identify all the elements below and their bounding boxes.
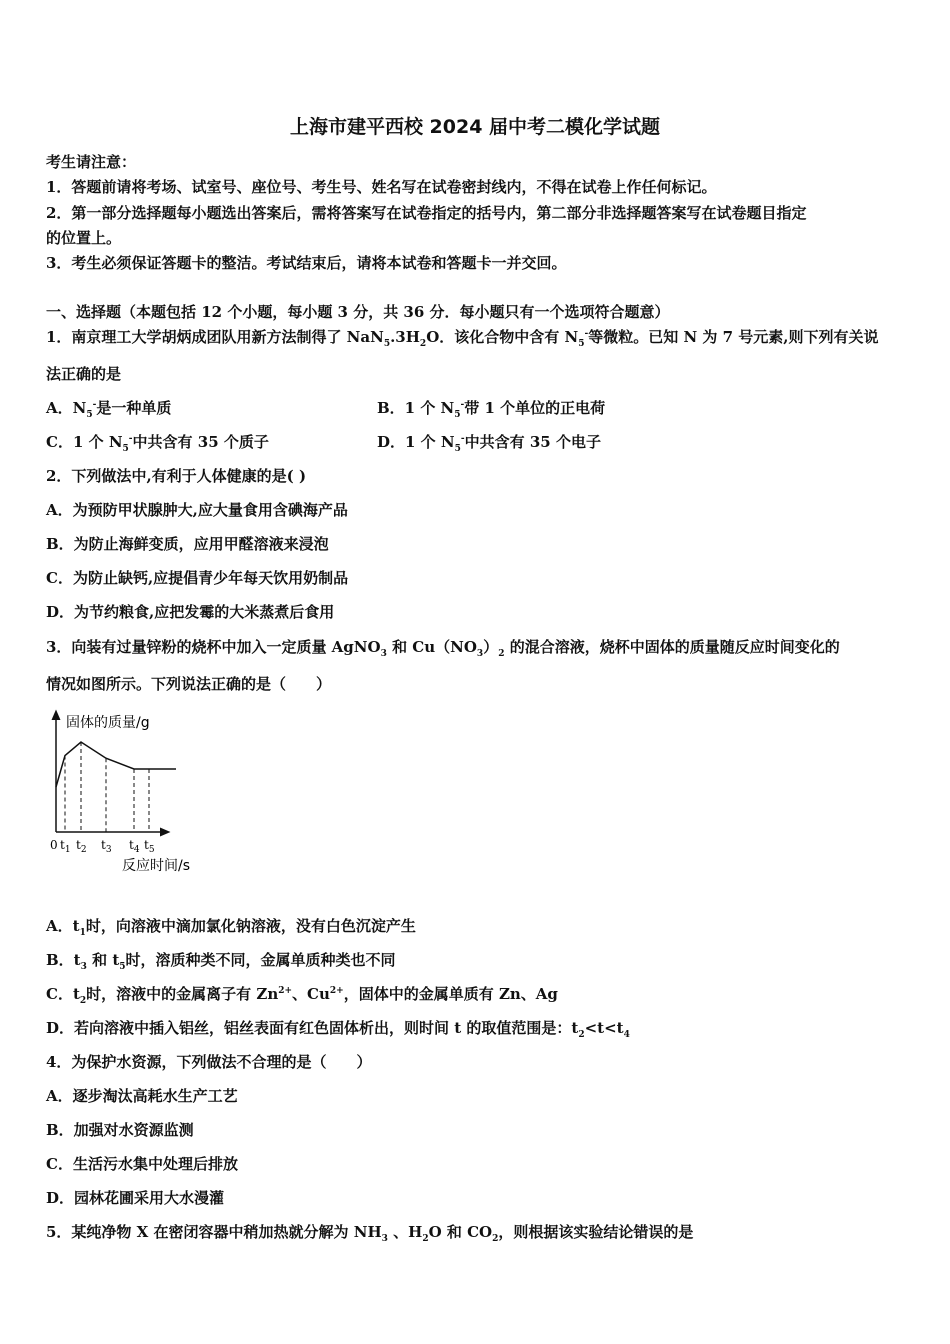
tick-label-t1: $t_1$ bbox=[60, 838, 71, 855]
tick-label-t4: $t_4$ bbox=[129, 838, 140, 855]
notice-item: 1．答题前请将考场、试室号、座位号、考生号、姓名写在试卷密封线内，不得在试卷上作任何标记。 bbox=[46, 178, 717, 196]
page-title: 上海市建平西校 2024 届中考二模化学试题 bbox=[289, 116, 661, 138]
mass-series-line bbox=[56, 742, 176, 787]
q3-option-a: A．$t_1$时，向溶液中滴加氯化钠溶液，没有白色沉淀产生 bbox=[46, 917, 416, 938]
q4-option-d: D．园林花圃采用大水漫灌 bbox=[46, 1189, 225, 1207]
q1-option-a: A．$N_5^-$是一种单质 bbox=[46, 399, 172, 420]
y-axis-label: 固体的质量/g bbox=[66, 715, 150, 731]
tick-label-t3: $t_3$ bbox=[101, 838, 112, 855]
q1-option-d: D．1 个 $N_5^-$中共含有 35 个电子 bbox=[377, 433, 601, 454]
notice-heading: 考生请注意： bbox=[46, 153, 137, 171]
origin-label: 0 bbox=[50, 838, 58, 852]
question-2-stem: 2．下列做法中,有利于人体健康的是( ) bbox=[46, 467, 307, 485]
q1-option-b: B．1 个 $N_5^-$带 1 个单位的正电荷 bbox=[377, 399, 606, 420]
question-3-stem-cont: 情况如图所示。下列说法正确的是（ ） bbox=[46, 675, 332, 693]
notice-item: 3．考生必须保证答题卡的整洁。考试结束后，请将本试卷和答题卡一并交回。 bbox=[46, 254, 567, 272]
section-heading: 一、选择题（本题包括 12 个小题，每小题 3 分，共 36 分．每小题只有一个选项符合题意） bbox=[46, 303, 670, 321]
notice-item: 2．第一部分选择题每小题选出答案后，需将答案写在试卷指定的括号内，第二部分非选择题答案写在试卷题目指定 bbox=[46, 204, 807, 222]
q4-option-c: C．生活污水集中处理后排放 bbox=[46, 1155, 238, 1173]
mass-time-chart bbox=[48, 708, 228, 878]
q2-option-a: A．为预防甲状腺肿大,应大量食用含碘海产品 bbox=[46, 501, 348, 519]
q2-option-c: C．为防止缺钙,应提倡青少年每天饮用奶制品 bbox=[46, 569, 349, 587]
question-5-stem: 5．某纯净物 X 在密闭容器中稍加热就分解为 $NH_3$ 、$H_2O$ 和 $CO_2$，则根据该实验结论错误的是 bbox=[46, 1223, 694, 1244]
q3-option-b: B．$t_3$ 和 $t_5$时，溶质种类不同，金属单质种类也不同 bbox=[46, 951, 396, 972]
x-axis-label: 反应时间/s bbox=[122, 858, 191, 874]
tick-label-t5: $t_5$ bbox=[144, 838, 155, 855]
q4-option-a: A．逐步淘汰高耗水生产工艺 bbox=[46, 1087, 238, 1105]
q4-option-b: B．加强对水资源监测 bbox=[46, 1121, 194, 1139]
chart-svg bbox=[48, 708, 228, 878]
q2-option-d: D．为节约粮食,应把发霉的大米蒸煮后食用 bbox=[46, 603, 335, 621]
question-1-stem: 1．南京理工大学胡炳成团队用新方法制得了 $NaN_5.3H_2O$．该化合物中含有 $N_5^-$等微粒。已知 N 为 7 号元素,则下列有关说 bbox=[46, 328, 879, 349]
q3-option-c: C．$t_2$时，溶液中的金属离子有 $Zn^{2+}$、$Cu^{2+}$，固体中的金属单质有 Zn、Ag bbox=[46, 985, 558, 1006]
q1-option-c: C．1 个 $N_5^-$中共含有 35 个质子 bbox=[46, 433, 269, 454]
q3-option-d: D．若向溶液中插入铝丝，铝丝表面有红色固体析出，则时间 t 的取值范围是：$t_2<t<t_4$ bbox=[46, 1019, 630, 1040]
question-3-stem: 3．向装有过量锌粉的烧杯中加入一定质量 AgNO$_3$ 和 $Cu(NO_3)_2$ 的混合溶液，烧杯中固体的质量随反应时间变化的 bbox=[46, 638, 840, 659]
tick-label-t2: $t_2$ bbox=[76, 838, 87, 855]
question-4-stem: 4．为保护水资源，下列做法不合理的是（ ） bbox=[46, 1053, 372, 1071]
question-1-stem-cont: 法正确的是 bbox=[46, 365, 122, 383]
notice-item: 的位置上。 bbox=[46, 229, 122, 247]
q2-option-b: B．为防止海鲜变质，应用甲醛溶液来浸泡 bbox=[46, 535, 329, 553]
